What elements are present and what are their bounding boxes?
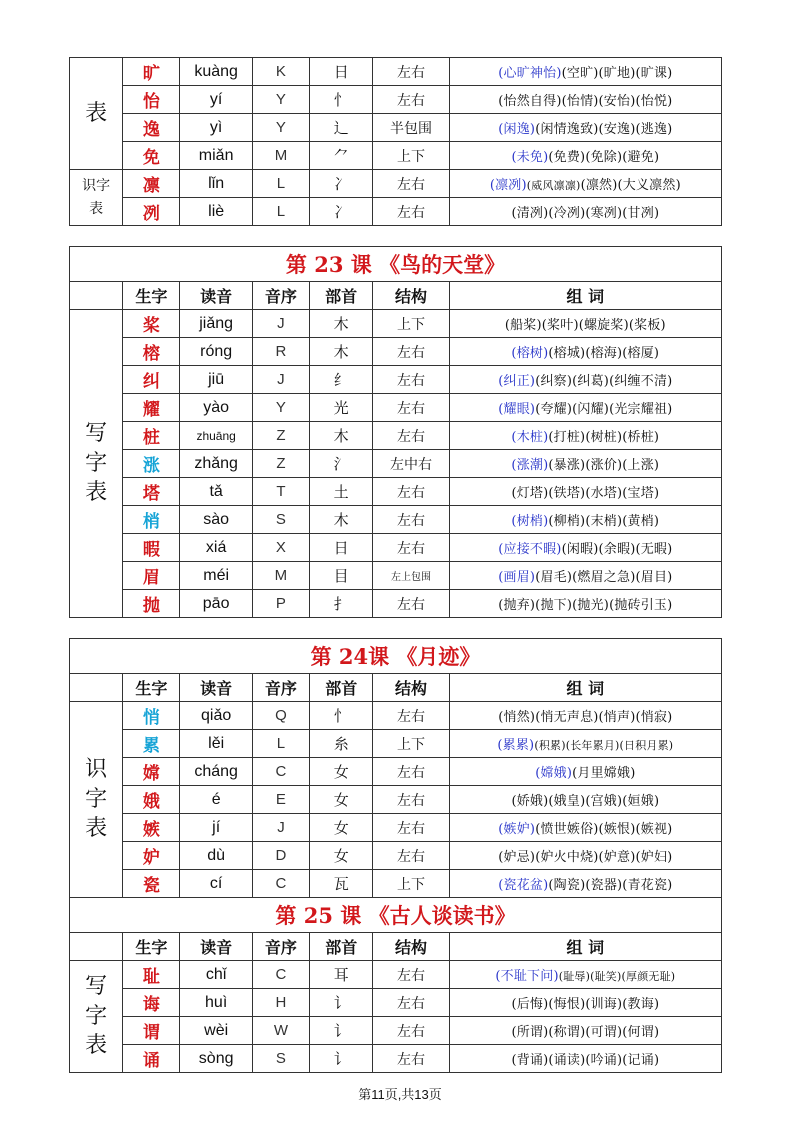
words-cell <box>449 198 721 226</box>
pinyin-cell: wèi <box>180 1017 252 1045</box>
order-cell: J <box>252 366 309 394</box>
order-cell: Q <box>252 702 309 730</box>
words-cell <box>449 702 721 730</box>
pinyin-cell: miǎn <box>180 142 252 170</box>
table-row <box>70 142 722 170</box>
word-group: (清冽)(冷冽)(寒冽)(甘冽) <box>511 206 660 221</box>
table-row <box>70 450 722 478</box>
word-group: (船桨)(桨叶)(螺旋桨)(桨板) <box>504 318 666 333</box>
radical-cell: 忄 <box>310 86 373 114</box>
words-cell <box>449 534 721 562</box>
words-cell <box>449 870 721 898</box>
structure-cell: 上下 <box>373 730 449 758</box>
order-cell: P <box>252 590 309 618</box>
word-group: (树梢) <box>511 514 549 529</box>
table-row <box>70 170 722 198</box>
table-row <box>70 562 722 590</box>
order-cell: M <box>252 562 309 590</box>
category-cell: 识字表 <box>70 702 123 898</box>
category-cell: 写字表 <box>70 961 123 1073</box>
table-row <box>70 198 722 226</box>
word-group: (耻辱)(耻笑)(厚颜无耻) <box>558 970 676 983</box>
pinyin-cell: chǐ <box>180 961 252 989</box>
word-group: (所谓)(称谓)(可谓)(何谓) <box>511 1025 660 1040</box>
order-cell: Z <box>252 422 309 450</box>
table-row <box>70 961 722 989</box>
pinyin-cell: méi <box>180 562 252 590</box>
char-cell: 桩 <box>123 422 180 450</box>
words-cell <box>449 114 721 142</box>
structure-cell: 左右 <box>373 814 449 842</box>
word-group: (耀眼) <box>498 402 536 417</box>
column-header: 生字 <box>123 933 180 961</box>
column-header: 结构 <box>373 282 449 310</box>
column-header: 组 词 <box>449 674 721 702</box>
pinyin-cell: é <box>180 786 252 814</box>
table-header-row <box>70 674 722 702</box>
word-group: (闲暇)(余暇)(无暇) <box>561 542 673 557</box>
radical-cell: 光 <box>310 394 373 422</box>
table-row <box>70 338 722 366</box>
word-group: (嫉妒) <box>498 822 536 837</box>
page-footer: 第11页,共13页 <box>358 1087 442 1102</box>
column-header: 读音 <box>180 933 252 961</box>
words-cell <box>449 366 721 394</box>
pinyin-cell: huì <box>180 989 252 1017</box>
table-row <box>70 366 722 394</box>
structure-cell: 左右 <box>373 786 449 814</box>
word-group: (月里嫦娥) <box>572 766 636 781</box>
words-cell <box>449 422 721 450</box>
order-cell: X <box>252 534 309 562</box>
structure-cell: 左右 <box>373 422 449 450</box>
order-cell: D <box>252 842 309 870</box>
char-cell: 涨 <box>123 450 180 478</box>
words-cell <box>449 86 721 114</box>
word-group: (陶瓷)(瓷器)(青花瓷) <box>548 878 673 893</box>
words-cell <box>449 338 721 366</box>
order-cell: L <box>252 198 309 226</box>
char-cell: 桨 <box>123 310 180 338</box>
words-cell <box>449 730 721 758</box>
table-row <box>70 86 722 114</box>
order-cell: C <box>252 961 309 989</box>
words-cell <box>449 961 721 989</box>
structure-cell: 左右 <box>373 961 449 989</box>
order-cell: C <box>252 870 309 898</box>
char-cell: 诲 <box>123 989 180 1017</box>
words-cell <box>449 506 721 534</box>
column-header: 音序 <box>252 933 309 961</box>
structure-cell: 左右 <box>373 170 449 198</box>
structure-cell: 左右 <box>373 842 449 870</box>
lesson-title-row <box>70 898 722 933</box>
column-header: 部首 <box>310 674 373 702</box>
word-group: (妒忌)(妒火中烧)(妒意)(妒妇) <box>498 850 673 865</box>
word-group: (积累)(长年累月)(日积月累) <box>534 739 674 752</box>
lesson-title: 第 24课 《月迹》 <box>70 639 722 674</box>
words-cell <box>449 590 721 618</box>
order-cell: J <box>252 814 309 842</box>
pinyin-cell: dù <box>180 842 252 870</box>
structure-cell: 上下 <box>373 142 449 170</box>
structure-cell: 左右 <box>373 86 449 114</box>
word-group: (闲逸) <box>498 122 536 137</box>
structure-cell: 左右 <box>373 394 449 422</box>
table-row <box>70 1045 722 1073</box>
order-cell: J <box>252 310 309 338</box>
word-group: (纠察)(纠葛)(纠缠不清) <box>535 374 673 389</box>
word-group: (瓷花盆) <box>498 878 549 893</box>
words-cell <box>449 1017 721 1045</box>
radical-cell: 耳 <box>310 961 373 989</box>
pinyin-cell: cí <box>180 870 252 898</box>
char-cell: 谓 <box>123 1017 180 1045</box>
word-group: (免费)(免除)(避免) <box>548 150 660 165</box>
table-row <box>70 989 722 1017</box>
word-group: (灯塔)(铁塔)(水塔)(宝塔) <box>511 486 660 501</box>
lesson-title: 第 23 课 《鸟的天堂》 <box>70 247 722 282</box>
structure-cell: 左右 <box>373 590 449 618</box>
words-cell <box>449 450 721 478</box>
order-cell: R <box>252 338 309 366</box>
table-row <box>70 310 722 338</box>
word-group: (夸耀)(闪耀)(光宗耀祖) <box>535 402 673 417</box>
structure-cell: 左右 <box>373 1017 449 1045</box>
column-header: 部首 <box>310 282 373 310</box>
word-group: (木桩) <box>511 430 549 445</box>
lesson-title: 第 25 课 《古人谈读书》 <box>70 898 722 933</box>
order-cell: S <box>252 506 309 534</box>
words-cell <box>449 1045 721 1073</box>
table-row <box>70 1017 722 1045</box>
table-row <box>70 114 722 142</box>
radical-cell: 目 <box>310 562 373 590</box>
table-row <box>70 590 722 618</box>
column-header: 读音 <box>180 282 252 310</box>
table-row <box>70 702 722 730</box>
word-group: (榕城)(榕海)(榕厦) <box>548 346 660 361</box>
word-group: (嫦娥) <box>535 766 573 781</box>
table-row <box>70 394 722 422</box>
table-row <box>70 422 722 450</box>
word-group: (榕树) <box>511 346 549 361</box>
table-row <box>70 534 722 562</box>
word-group: (应接不暇) <box>498 542 562 557</box>
table-lesson-24-25 <box>69 638 722 1073</box>
table-row <box>70 870 722 898</box>
word-group: (累累) <box>497 738 535 753</box>
order-cell: Y <box>252 114 309 142</box>
pinyin-cell: liè <box>180 198 252 226</box>
word-group: (眉毛)(燃眉之急)(眉目) <box>535 570 673 585</box>
char-cell: 抛 <box>123 590 180 618</box>
column-header: 组 词 <box>449 282 721 310</box>
char-cell: 耻 <box>123 961 180 989</box>
order-cell: E <box>252 786 309 814</box>
radical-cell: 讠 <box>310 989 373 1017</box>
table-prev-lesson <box>69 57 722 226</box>
char-cell: 旷 <box>123 58 180 86</box>
order-cell: T <box>252 478 309 506</box>
char-cell: 嫉 <box>123 814 180 842</box>
pinyin-cell: sào <box>180 506 252 534</box>
radical-cell: 女 <box>310 842 373 870</box>
word-group: (纠正) <box>498 374 536 389</box>
char-cell: 耀 <box>123 394 180 422</box>
pinyin-cell: pāo <box>180 590 252 618</box>
order-cell: K <box>252 58 309 86</box>
char-cell: 悄 <box>123 702 180 730</box>
structure-cell: 左右 <box>373 758 449 786</box>
words-cell <box>449 786 721 814</box>
order-cell: L <box>252 170 309 198</box>
table-row <box>70 730 722 758</box>
lesson-24-body <box>70 639 722 898</box>
column-header: 音序 <box>252 674 309 702</box>
radical-cell: 木 <box>310 310 373 338</box>
structure-cell: 左右 <box>373 338 449 366</box>
structure-cell: 左右 <box>373 478 449 506</box>
word-group: (后悔)(悔恨)(训诲)(教诲) <box>511 997 660 1012</box>
pinyin-cell: cháng <box>180 758 252 786</box>
order-cell: C <box>252 758 309 786</box>
structure-cell: 左右 <box>373 506 449 534</box>
radical-cell: 讠 <box>310 1045 373 1073</box>
word-group: (未免) <box>511 150 549 165</box>
char-cell: 诵 <box>123 1045 180 1073</box>
radical-cell: 纟 <box>310 366 373 394</box>
radical-cell: 木 <box>310 422 373 450</box>
char-cell: 眉 <box>123 562 180 590</box>
char-cell: 嫦 <box>123 758 180 786</box>
char-cell: 瓷 <box>123 870 180 898</box>
column-header: 结构 <box>373 933 449 961</box>
radical-cell: 日 <box>310 58 373 86</box>
char-cell: 逸 <box>123 114 180 142</box>
pinyin-cell: yào <box>180 394 252 422</box>
words-cell <box>449 58 721 86</box>
structure-cell: 左右 <box>373 1045 449 1073</box>
word-group: (不耻下问) <box>495 969 559 984</box>
structure-cell: 左右 <box>373 198 449 226</box>
radical-cell: 女 <box>310 758 373 786</box>
radical-cell: 土 <box>310 478 373 506</box>
radical-cell: 瓦 <box>310 870 373 898</box>
word-group: (愤世嫉俗)(嫉恨)(嫉视) <box>535 822 673 837</box>
category-cell: 写字表 <box>70 310 123 618</box>
pinyin-cell: sòng <box>180 1045 252 1073</box>
words-cell <box>449 758 721 786</box>
table-row <box>70 786 722 814</box>
radical-cell: 氵 <box>310 450 373 478</box>
char-cell: 梢 <box>123 506 180 534</box>
words-cell <box>449 989 721 1017</box>
pinyin-cell: zhǎng <box>180 450 252 478</box>
header-empty-cell <box>70 674 123 702</box>
lesson-title-row <box>70 247 722 282</box>
column-header: 部首 <box>310 933 373 961</box>
pinyin-cell: yì <box>180 114 252 142</box>
char-cell: 娥 <box>123 786 180 814</box>
radical-cell: 糸 <box>310 730 373 758</box>
lesson-title-row <box>70 639 722 674</box>
words-cell <box>449 562 721 590</box>
char-cell: 暇 <box>123 534 180 562</box>
word-group: (凛冽) <box>489 178 527 193</box>
structure-cell: 半包围 <box>373 114 449 142</box>
table-header-row <box>70 282 722 310</box>
radical-cell: 冫 <box>310 170 373 198</box>
words-cell <box>449 142 721 170</box>
char-cell: 塔 <box>123 478 180 506</box>
table-row <box>70 842 722 870</box>
radical-cell: 女 <box>310 786 373 814</box>
column-header: 生字 <box>123 674 180 702</box>
order-cell: Y <box>252 394 309 422</box>
pinyin-cell: jí <box>180 814 252 842</box>
words-cell <box>449 814 721 842</box>
radical-cell: 女 <box>310 814 373 842</box>
char-cell: 榕 <box>123 338 180 366</box>
word-group: (闲情逸致)(安逸)(逃逸) <box>535 122 673 137</box>
word-group: (涨潮) <box>511 458 549 473</box>
word-group: (柳梢)(末梢)(黄梢) <box>548 514 660 529</box>
word-group: (威风凛凛) <box>526 179 581 192</box>
pinyin-cell: jiū <box>180 366 252 394</box>
table-row <box>70 58 722 86</box>
structure-cell: 左右 <box>373 58 449 86</box>
char-cell: 凛 <box>123 170 180 198</box>
word-group: (打桩)(树桩)(桥桩) <box>548 430 660 445</box>
table-row <box>70 758 722 786</box>
order-cell: Y <box>252 86 309 114</box>
order-cell: M <box>252 142 309 170</box>
words-cell <box>449 842 721 870</box>
word-group: (心旷神怡) <box>498 66 562 81</box>
radical-cell: 辶 <box>310 114 373 142</box>
words-cell <box>449 394 721 422</box>
pinyin-cell: róng <box>180 338 252 366</box>
structure-cell: 上下 <box>373 870 449 898</box>
pinyin-cell: qiǎo <box>180 702 252 730</box>
char-cell: 纠 <box>123 366 180 394</box>
order-cell: W <box>252 1017 309 1045</box>
header-empty-cell <box>70 282 123 310</box>
table-prev-body <box>70 58 722 226</box>
char-cell: 妒 <box>123 842 180 870</box>
category-cell: 识字表 <box>70 170 123 226</box>
word-group: (画眉) <box>498 570 536 585</box>
structure-cell: 左中右 <box>373 450 449 478</box>
radical-cell: 木 <box>310 506 373 534</box>
lesson-25-body <box>70 898 722 1073</box>
radical-cell: ⺈ <box>310 142 373 170</box>
words-cell <box>449 310 721 338</box>
structure-cell: 左上包围 <box>373 562 449 590</box>
radical-cell: 冫 <box>310 198 373 226</box>
char-cell: 累 <box>123 730 180 758</box>
word-group: (抛弃)(抛下)(抛光)(抛砖引玉) <box>498 598 673 613</box>
column-header: 读音 <box>180 674 252 702</box>
radical-cell: 扌 <box>310 590 373 618</box>
table-lesson-23 <box>69 246 722 618</box>
word-group: (凛然)(大义凛然) <box>580 178 681 193</box>
radical-cell: 木 <box>310 338 373 366</box>
pinyin-cell: lěi <box>180 730 252 758</box>
column-header: 生字 <box>123 282 180 310</box>
word-group: (娇娥)(娥皇)(宫娥)(姮娥) <box>511 794 660 809</box>
word-group: (背诵)(诵读)(吟诵)(记诵) <box>511 1053 660 1068</box>
words-cell <box>449 170 721 198</box>
pinyin-cell: kuàng <box>180 58 252 86</box>
table-row <box>70 478 722 506</box>
pinyin-cell: xiá <box>180 534 252 562</box>
radical-cell: 日 <box>310 534 373 562</box>
word-group: (暴涨)(涨价)(上涨) <box>548 458 660 473</box>
structure-cell: 左右 <box>373 702 449 730</box>
category-cell: 表 <box>70 58 123 170</box>
word-group: (悄然)(悄无声息)(悄声)(悄寂) <box>498 710 673 725</box>
char-cell: 免 <box>123 142 180 170</box>
pinyin-cell: zhuāng <box>180 422 252 450</box>
word-group: (怡然自得)(怡情)(安怡)(怡悦) <box>498 94 673 109</box>
words-cell <box>449 478 721 506</box>
order-cell: L <box>252 730 309 758</box>
structure-cell: 左右 <box>373 366 449 394</box>
structure-cell: 左右 <box>373 534 449 562</box>
table-row <box>70 506 722 534</box>
column-header: 组 词 <box>449 933 721 961</box>
pinyin-cell: yí <box>180 86 252 114</box>
structure-cell: 左右 <box>373 989 449 1017</box>
header-empty-cell <box>70 933 123 961</box>
order-cell: S <box>252 1045 309 1073</box>
structure-cell: 上下 <box>373 310 449 338</box>
radical-cell: 讠 <box>310 1017 373 1045</box>
order-cell: H <box>252 989 309 1017</box>
order-cell: Z <box>252 450 309 478</box>
table-header-row <box>70 933 722 961</box>
column-header: 音序 <box>252 282 309 310</box>
column-header: 结构 <box>373 674 449 702</box>
radical-cell: 忄 <box>310 702 373 730</box>
word-group: (空旷)(旷地)(旷课) <box>561 66 673 81</box>
lesson-23-body <box>70 247 722 618</box>
pinyin-cell: tǎ <box>180 478 252 506</box>
pinyin-cell: lǐn <box>180 170 252 198</box>
char-cell: 冽 <box>123 198 180 226</box>
char-cell: 怡 <box>123 86 180 114</box>
table-row <box>70 814 722 842</box>
pinyin-cell: jiǎng <box>180 310 252 338</box>
